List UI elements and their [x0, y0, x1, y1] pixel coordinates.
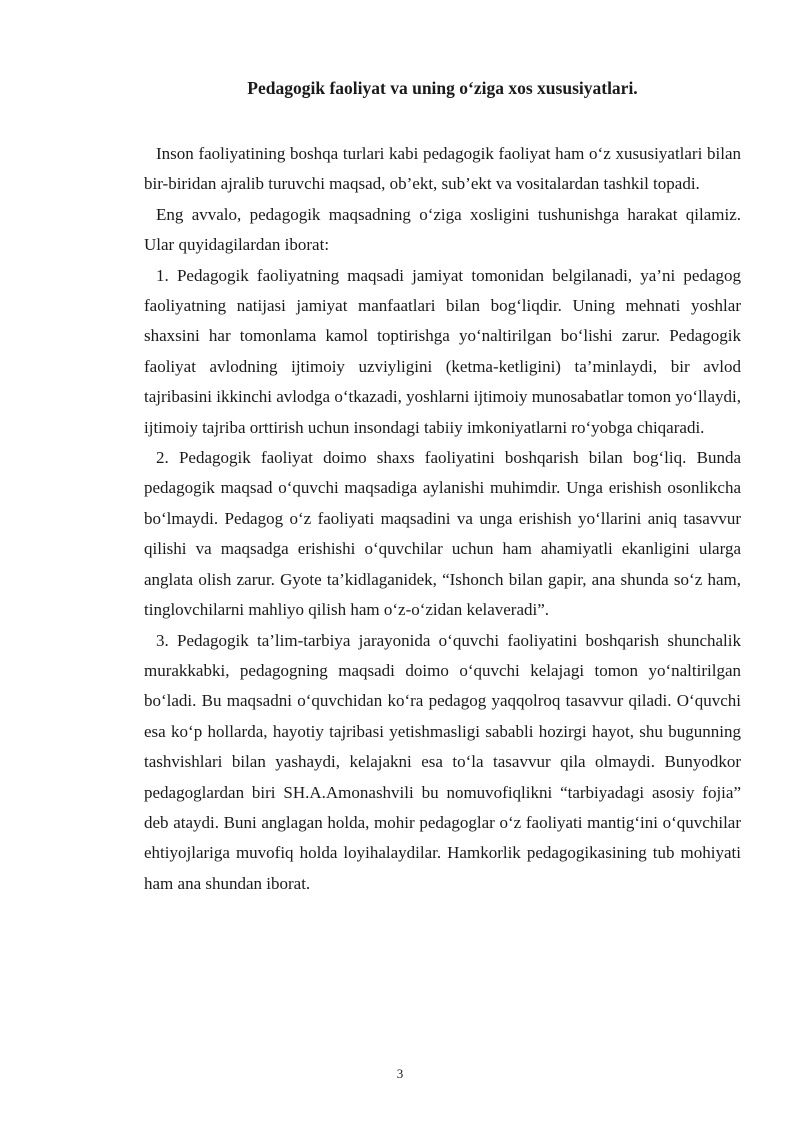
page-number: 3 [396, 1066, 404, 1081]
paragraph-intro: Inson faoliyatining boshqa turlari kabi pedagogik faoliyat ham o‘z xususiyatlari bilan bir-biridan ajralib turuvchi maqsad, ob’ekt, sub’ekt va vositalardan tashkil topadi. [144, 144, 741, 194]
paragraph-point-1: 1. Pedagogik faoliyatning maqsadi jamiyat tomonidan belgilanadi, ya’ni pedagog faoliyatning natijasi jamiyat manfaatlari bilan bog‘liqdir. Uning mehnati yoshlar shaxsini har tomonlama kamol toptirishga yo‘naltirilgan bo‘lishi zarur. Pedagogik faoliyat avlodning ijtimoiy uzviyligini (ketma-ketligini) ta’minlaydi, bir avlod tajribasini ikkinchi avlodga o‘tkazadi, yoshlarni ijtimoiy munosabatlar tomon yo‘llaydi, ijtimoiy tajriba orttirish uchun insondagi tabiiy imkoniyatlarni ro‘yobga chiqaradi. [144, 265, 741, 437]
page-content [144, 74, 741, 899]
paragraph-point-3: 3. Pedagogik ta’lim-tarbiya jarayonida o‘quvchi faoliyatini boshqarish shunchalik murakkabki, pedagogning maqsadi doimo o‘quvchi kelajagi tomon yo‘naltirilgan bo‘ladi. Bu maqsadni o‘quvchidan ko‘ra pedagog yaqqolroq tasavvur qiladi. O‘quvchi esa ko‘p hollarda, hayotiy tajribasi yetishmasligi sababli hozirgi hayot, shu bugunning tashvishlari bilan yashaydi, kelajakni esa to‘la tasavvur qila olmaydi. Bunyodkor pedagoglardan biri SH.A.Amonashvili bu nomuvofiqlikni “tarbiyadagi asosiy fojia” deb ataydi. Buni anglagan holda, mohir pedagoglar o‘z faoliyati mantig‘ini o‘quvchilar ehtiyojlariga muvofiq holda loyihalaydilar. Hamkorlik pedagogikasining tub mohiyati ham ana shundan iborat. [144, 630, 741, 893]
paragraph-point-2: 2. Pedagogik faoliyat doimo shaxs faoliyatini boshqarish bilan bog‘liq. Bunda pedagogik maqsad o‘quvchi maqsadiga aylanishi muhimdir. Unga erishish osonlikcha bo‘lmaydi. Pedagog o‘z faoliyati maqsadini va unga erishish yo‘llarini aniq tasavvur qilishi va maqsadga erishishi o‘quvchilar uchun ham ahamiyatli ekanligini ularga anglata olish zarur. Gyote ta’kidlaganidek, “Ishonch bilan gapir, ana shunda so‘z ham, tinglovchilarni mahliyo qilish ham o‘z-o‘zidan kelaveradi”. [144, 448, 741, 620]
document-title: Pedagogik faoliyat va uning o‘ziga xos xususiyatlari. [247, 78, 638, 98]
paragraph-goal-intro: Eng avvalo, pedagogik maqsadning o‘ziga xosligini tushunishga harakat qilamiz. Ular quyidagilardan iborat: [144, 204, 741, 255]
